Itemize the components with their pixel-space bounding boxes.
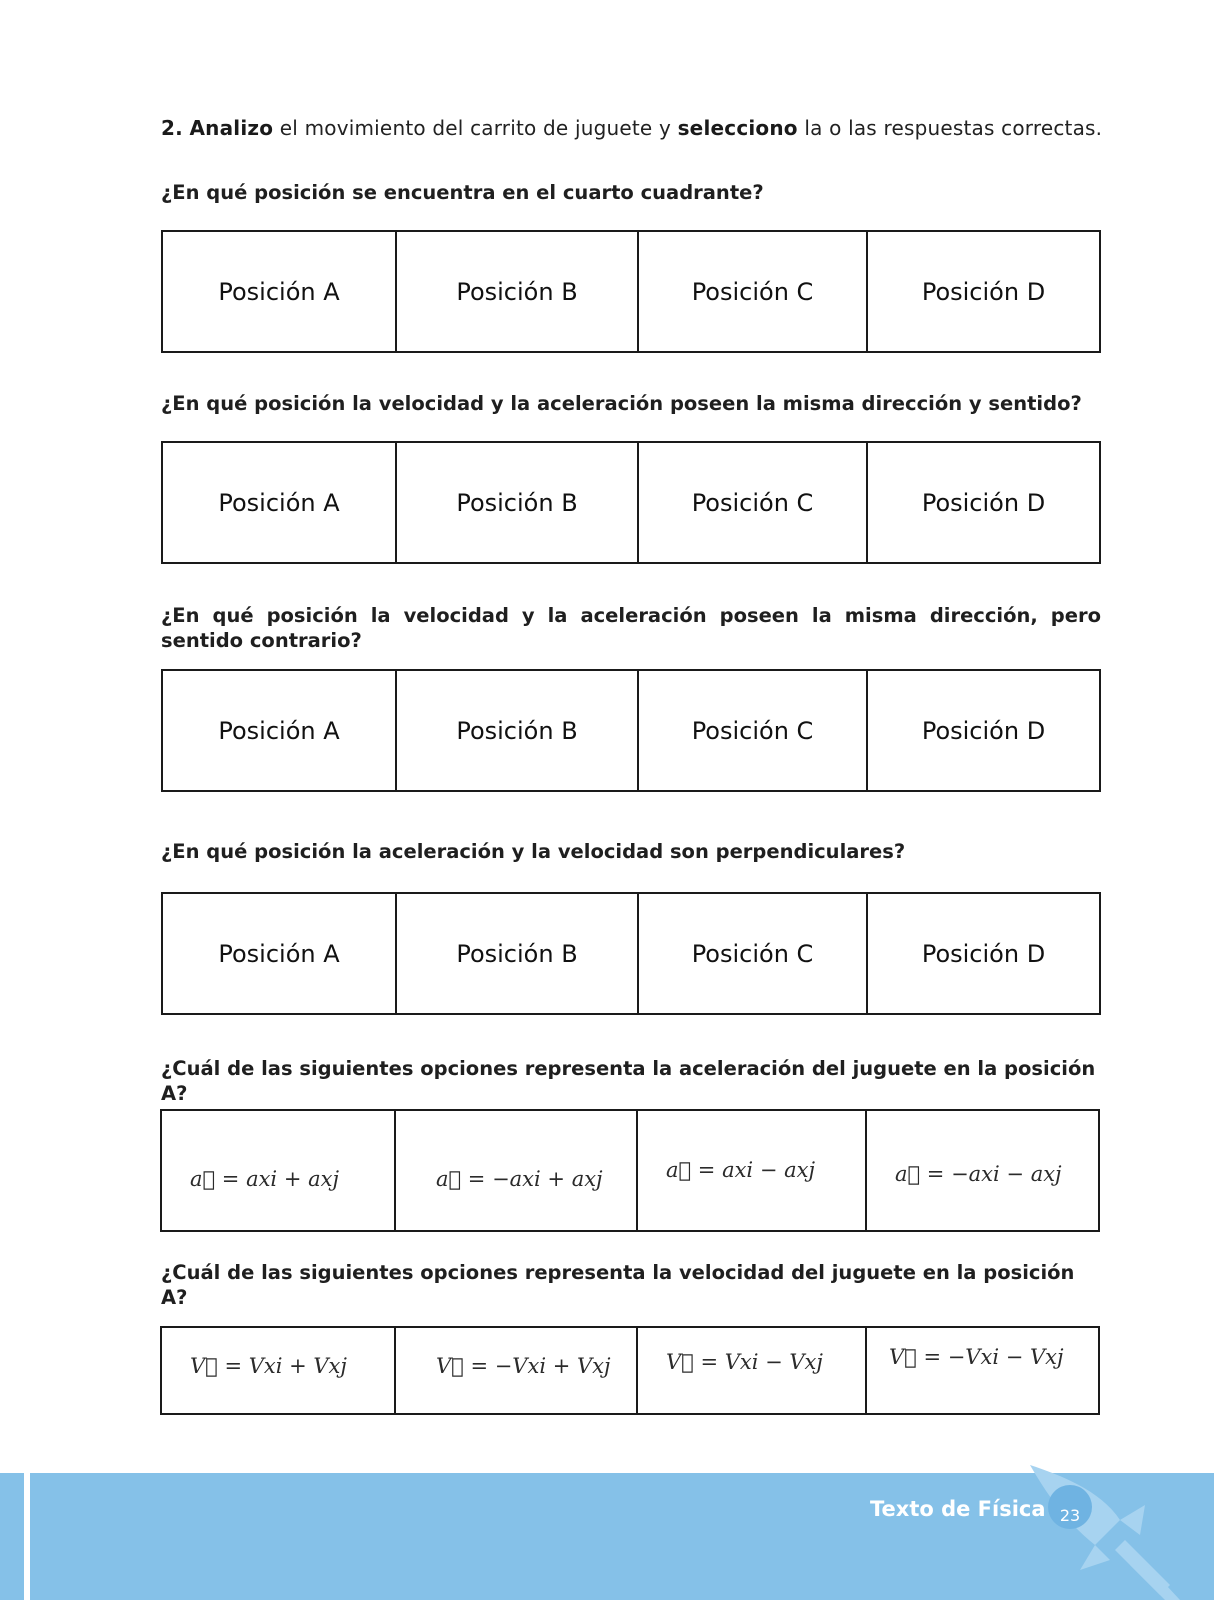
option-1-c[interactable]: Posición C — [639, 232, 868, 351]
option-6-a[interactable]: V⃗ = Vxi + Vxj — [162, 1328, 396, 1413]
option-4-d[interactable]: Posición D — [921, 939, 1046, 968]
option-6-b[interactable]: V⃗ = −Vxi + Vxj — [396, 1328, 638, 1413]
option-4-c[interactable]: Posición C — [639, 894, 868, 1013]
option-5-b[interactable]: a⃗ = −axi + axj — [396, 1111, 638, 1230]
question-3: ¿En qué posición la velocidad y la aceleración poseen la misma dirección, pero sentido contrario? — [161, 604, 1101, 652]
instruction-verb-selecciono: selecciono — [677, 116, 798, 140]
option-5-d[interactable]: a⃗ = −axi − axj — [895, 1162, 1062, 1186]
options-row-1 — [161, 230, 1101, 353]
option-5-a[interactable]: a⃗ = axi + axj — [162, 1111, 396, 1230]
option-2-c[interactable]: Posición C — [639, 443, 868, 562]
footer-title: Texto de Física — [870, 1497, 1046, 1521]
instruction — [161, 116, 1101, 140]
option-1-a[interactable]: Posición A — [163, 232, 397, 351]
question-5: ¿Cuál de las siguientes opciones representa la aceleración del juguete en la posición A? — [161, 1057, 1096, 1105]
options-row-2 — [161, 441, 1101, 564]
option-4-a[interactable]: Posición A — [163, 894, 397, 1013]
question-1: ¿En qué posición se encuentra en el cuarto cuadrante? — [161, 181, 764, 204]
option-6-d[interactable]: V⃗ = −Vxi − Vxj — [889, 1345, 1064, 1369]
question-2: ¿En qué posición la velocidad y la aceleración poseen la misma dirección y sentido? — [161, 392, 1082, 415]
option-4-b[interactable]: Posición B — [397, 894, 639, 1013]
option-3-b[interactable]: Posición B — [397, 671, 639, 790]
options-row-3 — [161, 669, 1101, 792]
instruction-text-2: la o las respuestas correctas. — [804, 116, 1103, 140]
instruction-text-1: el movimiento del carrito de juguete y — [279, 116, 672, 140]
option-3-c[interactable]: Posición C — [639, 671, 868, 790]
instruction-verb-analizo: Analizo — [189, 116, 274, 140]
page-number: 23 — [1059, 1506, 1081, 1525]
question-6: ¿Cuál de las siguientes opciones representa la velocidad del juguete en la posición A? — [161, 1261, 1075, 1309]
option-3-a[interactable]: Posición A — [163, 671, 397, 790]
instruction-number: 2. — [161, 116, 183, 140]
option-2-a[interactable]: Posición A — [163, 443, 397, 562]
option-2-b[interactable]: Posición B — [397, 443, 639, 562]
rocket-icon — [1020, 1465, 1200, 1600]
option-3-d[interactable]: Posición D — [921, 716, 1046, 745]
option-1-b[interactable]: Posición B — [397, 232, 639, 351]
option-1-d[interactable]: Posición D — [921, 277, 1046, 306]
option-6-c[interactable]: V⃗ = Vxi − Vxj — [638, 1328, 867, 1413]
options-row-5 — [160, 1109, 1100, 1232]
option-5-c[interactable]: a⃗ = axi − axj — [638, 1111, 867, 1230]
options-row-6 — [160, 1326, 1100, 1415]
options-row-4 — [161, 892, 1101, 1015]
question-4: ¿En qué posición la aceleración y la velocidad son perpendiculares? — [161, 840, 906, 863]
option-2-d[interactable]: Posición D — [921, 488, 1046, 517]
footer-stripe — [24, 1473, 30, 1600]
